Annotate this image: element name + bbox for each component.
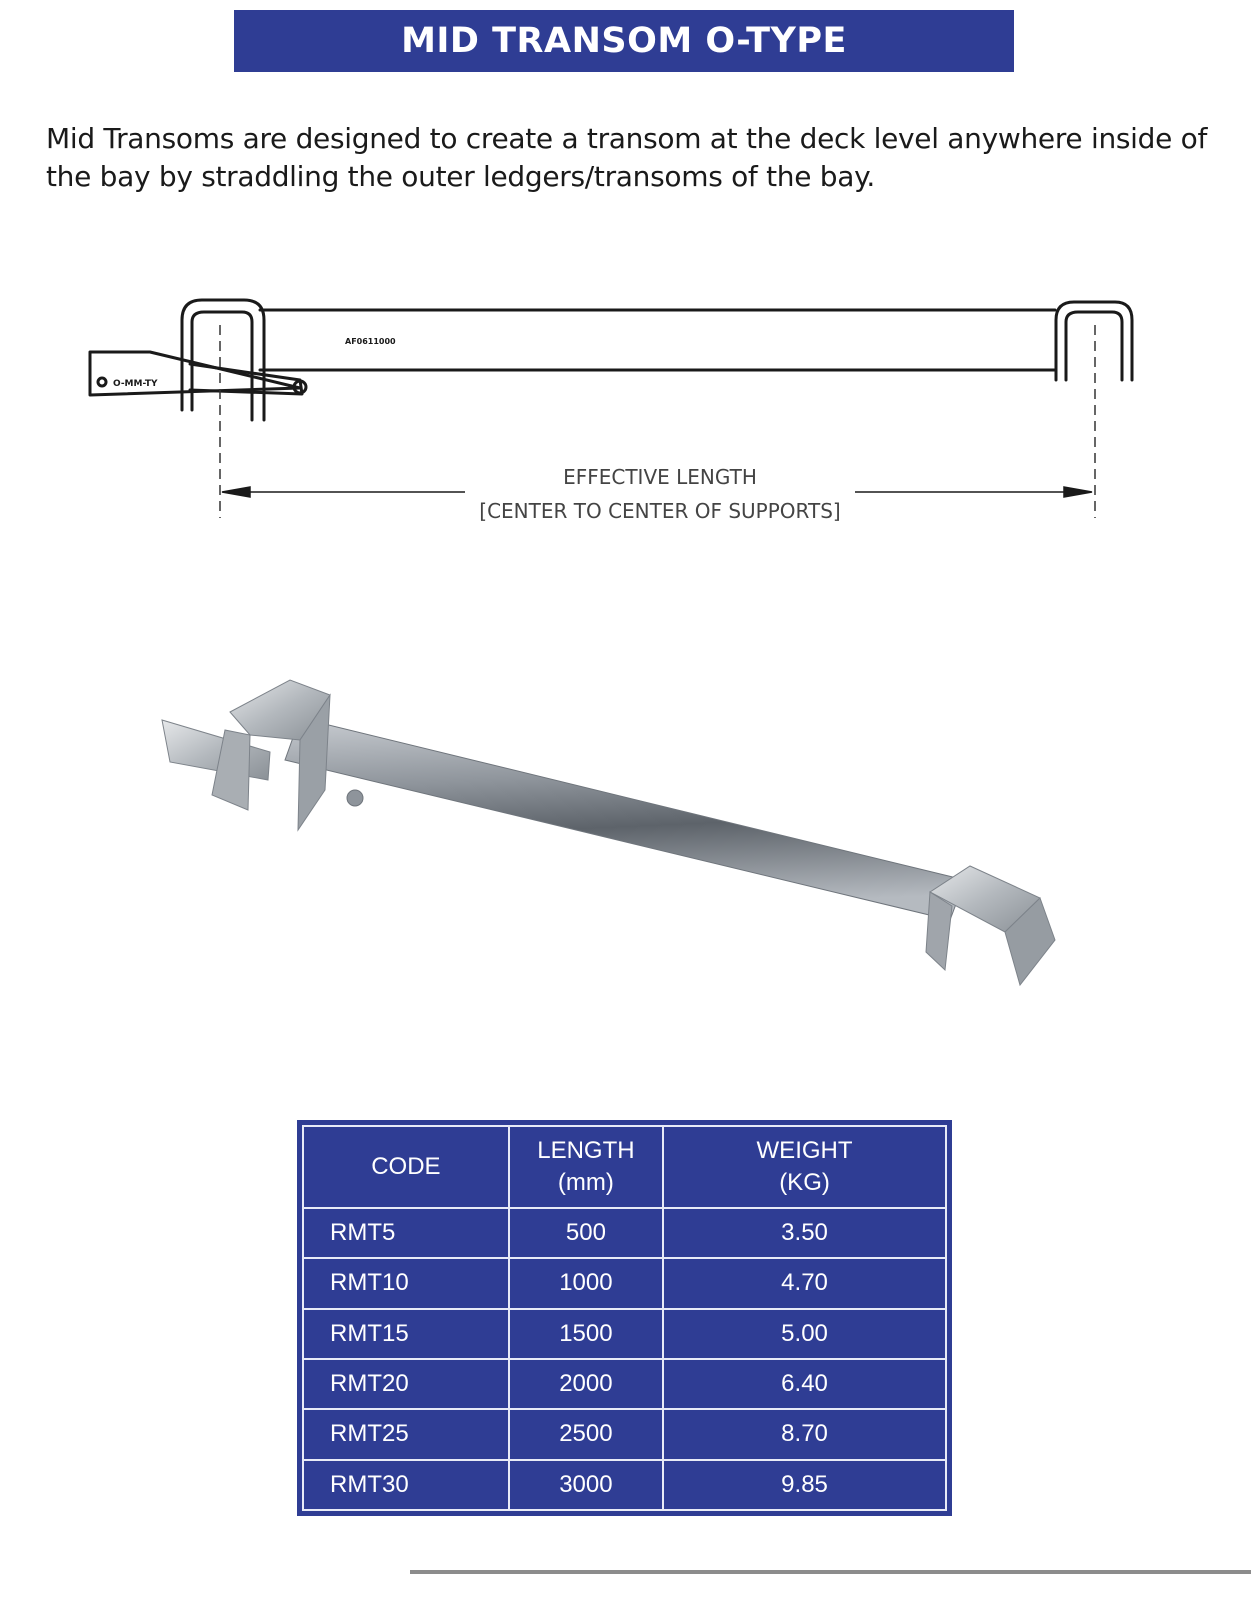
- right-hook-inner: [1066, 312, 1122, 380]
- cell-weight: 4.70: [663, 1258, 946, 1308]
- effective-length-label: EFFECTIVE LENGTH: [563, 465, 757, 489]
- spec-table-frame: [297, 1120, 952, 1516]
- cell-length: 2500: [509, 1409, 663, 1459]
- cell-weight: 5.00: [663, 1309, 946, 1359]
- table-row: [303, 1258, 946, 1308]
- cell-weight: 8.70: [663, 1409, 946, 1459]
- technical-drawing: [80, 290, 1180, 540]
- render-right-bracket-front: [926, 892, 952, 970]
- header-weight: [663, 1126, 946, 1208]
- intro-paragraph: Mid Transoms are designed to create a transom at the deck level anywhere inside of the bay by straddling the outer ledgers/transoms of the bay.: [46, 122, 1208, 193]
- header-length-label: LENGTH: [537, 1137, 635, 1164]
- header-code: CODE: [303, 1126, 509, 1208]
- header-weight-label: WEIGHT: [756, 1137, 853, 1164]
- title-banner: [234, 10, 1014, 72]
- table-row: [303, 1359, 946, 1409]
- table-header-row: [303, 1126, 946, 1208]
- cell-code: RMT20: [303, 1359, 509, 1409]
- stamp-left: O-MM-TY: [113, 379, 158, 389]
- center-to-center-label: [CENTER TO CENTER OF SUPPORTS]: [479, 499, 841, 523]
- footer-rule: [410, 1570, 1251, 1574]
- table-row: [303, 1309, 946, 1359]
- stamp-mid: AF0611000: [345, 337, 396, 346]
- render-pin: [347, 790, 363, 806]
- header-length-unit: (mm): [557, 1169, 614, 1196]
- cell-weight: 6.40: [663, 1359, 946, 1409]
- render-tube: [285, 718, 965, 920]
- table-row: [303, 1208, 946, 1258]
- cell-length: 2000: [509, 1359, 663, 1409]
- cell-length: 1500: [509, 1309, 663, 1359]
- cell-code: RMT10: [303, 1258, 509, 1308]
- dimension-arrow-left: [222, 487, 250, 497]
- header-weight-unit: (KG): [779, 1169, 830, 1196]
- dimension-arrow-right: [1064, 487, 1092, 497]
- page-title: MID TRANSOM O-TYPE: [401, 21, 847, 61]
- cell-code: RMT25: [303, 1409, 509, 1459]
- cell-code: RMT30: [303, 1460, 509, 1510]
- product-render: [150, 670, 1080, 1010]
- cell-length: 1000: [509, 1258, 663, 1308]
- table-row: [303, 1409, 946, 1459]
- cell-code: RMT5: [303, 1208, 509, 1258]
- table-row: [303, 1460, 946, 1510]
- plate-hole: [98, 378, 106, 386]
- header-length: [509, 1126, 663, 1208]
- cell-weight: 9.85: [663, 1460, 946, 1510]
- cell-length: 500: [509, 1208, 663, 1258]
- cell-code: RMT15: [303, 1309, 509, 1359]
- spec-table: [302, 1125, 947, 1511]
- cell-weight: 3.50: [663, 1208, 946, 1258]
- cell-length: 3000: [509, 1460, 663, 1510]
